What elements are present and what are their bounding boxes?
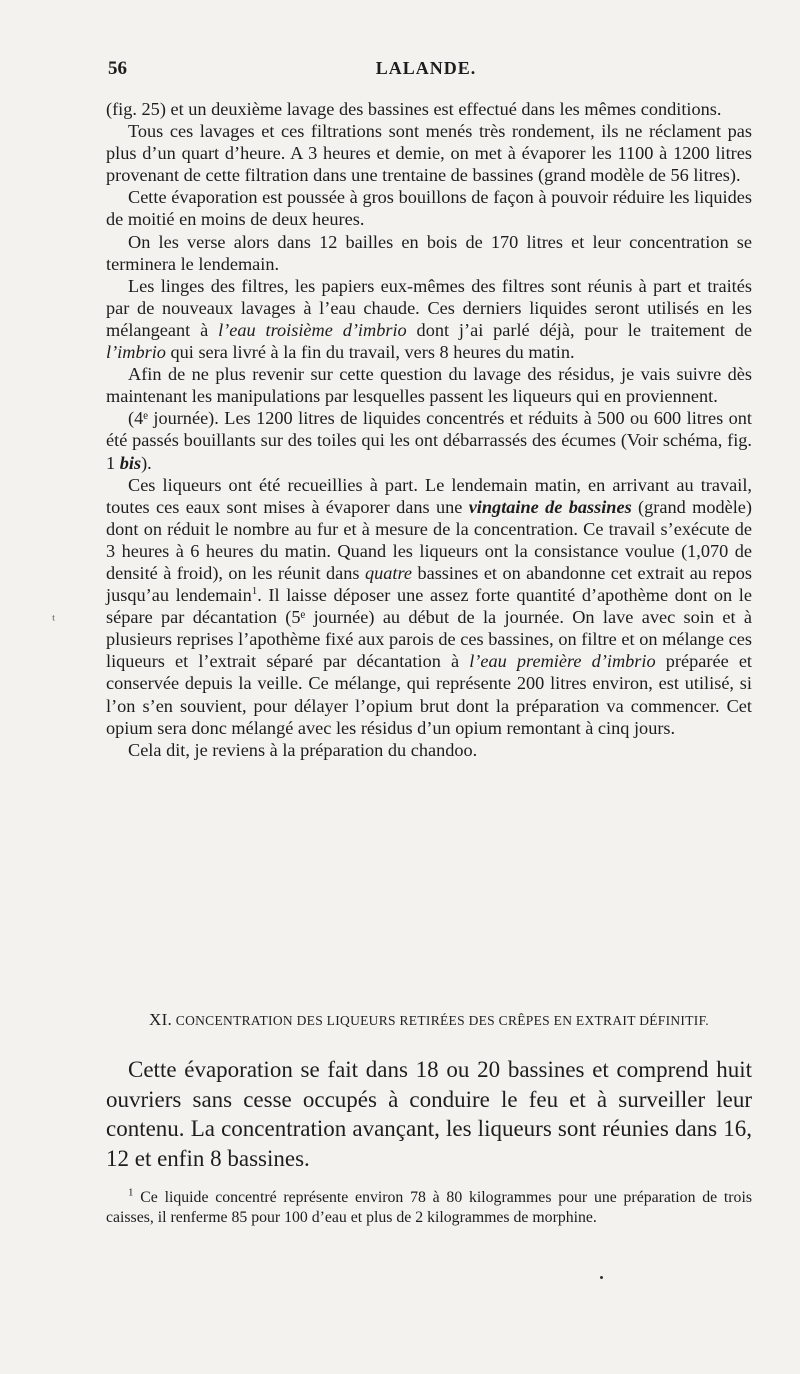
paragraph-7-bis: bis: [119, 452, 142, 473]
page-number: 56: [108, 58, 127, 79]
paragraph-5: [106, 275, 752, 363]
paragraph-8-italic-1: vingtaine de bassines: [468, 496, 632, 517]
footnote-paragraph: [106, 1188, 752, 1227]
footnote-text: Ce liquide concentré représente environ 78 à 80 kilogrammes pour une préparation de trois caisses, il renferme 85 pour 100 d’eau et plus de 2 kilogrammes de morphine.: [106, 1189, 752, 1226]
footnote: [106, 1188, 752, 1227]
paragraph-5-text-3: qui sera livré à la fin du travail, vers 8 heures du matin.: [165, 342, 575, 363]
paragraph-5-text-2: dont j’ai parlé déjà, pour le traitement de: [406, 319, 753, 340]
margin-mark: ᵗ: [52, 612, 56, 629]
paragraph-5-text: Les linges des filtres, les papiers eux-mêmes des filtres sont réunis à part et traités par de nouveaux lavages à l’eau chaude. Ces derniers liquides seront utilisés en les mélangeant à: [106, 275, 752, 340]
paragraph-1: (fig. 25) et un deuxième lavage des bassines est effectué dans les mêmes conditions.: [106, 99, 722, 119]
paragraph-9: Cela dit, je reviens à la préparation du chandoo.: [128, 739, 478, 760]
body-text: [106, 98, 752, 761]
section-heading: [106, 1010, 752, 1030]
footnote-mark: 1: [128, 1186, 134, 1199]
paragraph-4: On les verse alors dans 12 bailles en bois de 170 litres et leur concentration se terminera le lendemain.: [106, 231, 752, 274]
page-header: [106, 58, 746, 82]
paragraph-7: [106, 407, 752, 473]
paragraph-3: Cette évaporation est poussée à gros bouillons de façon à pouvoir réduire les liquides de moitié en moins de deux heures.: [106, 187, 752, 230]
section-body: [106, 1055, 752, 1173]
paragraph-7-text-2: ).: [141, 452, 152, 473]
paragraph-5-italic-2: l’imbrio: [106, 342, 166, 363]
paragraph-8: [106, 474, 752, 739]
section-number: XI.: [149, 1010, 173, 1029]
footnote-reference: 1: [251, 584, 258, 597]
section-title: CONCENTRATION DES LIQUEURS RETIRÉES DES CRÊPES EN EXTRAIT DÉFINITIF.: [175, 1013, 709, 1028]
paragraph-8-italic-2: quatre: [364, 562, 412, 583]
paragraph-7-text: (4ᵉ journée). Les 1200 litres de liquides concentrés et réduits à 500 ou 600 litres ont été passés bouillants sur des toiles qui les ont débarrassés des écumes (Voir schéma, fig. 1: [106, 408, 752, 473]
paragraph-8-text-4: . Il laisse déposer une assez forte quantité d’apothème dont on le sépare par décantation (5ᵉ journée) au début de la journée. On lave avec soin et à plusieurs reprises l’apothème fixé aux parois de ces bassines, on filtre et on mélange ces liqueurs et l’extrait séparé par décantation à: [106, 585, 753, 672]
paragraph-8-text-2: (grand modèle) dont on réduit le nombre au fur et à mesure de la concentration. Ce travail s’exécute de 3 heures à 6 heures du matin. Quand les liqueurs ont la consistance voulue (1,070 de densité à froid), on les réunit dans: [106, 496, 752, 583]
paragraph-8-text-1: Ces liqueurs ont été recueillies à part. Le lendemain matin, en arrivant au travail, toutes ces eaux sont mises à évaporer dans une: [106, 474, 752, 517]
ink-speck: [600, 1276, 603, 1279]
paragraph-6: Afin de ne plus revenir sur cette question du lavage des résidus, je vais suivre dès maintenant les manipulations par lesquelles passent les liqueurs qui en proviennent.: [106, 364, 752, 407]
section-paragraph: Cette évaporation se fait dans 18 ou 20 bassines et comprend huit ouvriers sans cesse occupés à conduire le feu et à surveiller leur contenu. La concentration avançant, les liqueurs sont réunies dans 16, 12 et enfin 8 bassines.: [106, 1057, 752, 1171]
paragraph-8-italic-3: l’eau première d’imbrio: [469, 651, 656, 672]
paragraph-2: Tous ces lavages et ces filtrations sont menés très rondement, ils ne réclament pas plus d’un quart d’heure. A 3 heures et demie, on met à évaporer les 1100 à 1200 litres provenant de cette filtration dans une trentaine de bassines (grand modèle de 56 litres).: [106, 121, 752, 186]
paragraph-8-text-5: préparée et conservée depuis la veille. Ce mélange, qui représente 200 litres environ, est utilisé, si l’on s’en souvient, pour délayer l’opium brut dont la préparation va commencer. Cet opium sera donc mélangé avec les résidus d’un opium remontant à cinq jours.: [106, 651, 753, 738]
running-title: LALANDE.: [375, 58, 477, 78]
paragraph-8-text-3: bassines et on abandonne cet extrait au repos jusqu’au lendemain: [106, 562, 752, 606]
paragraph-5-italic-1: l’eau troisième d’imbrio: [218, 319, 407, 340]
